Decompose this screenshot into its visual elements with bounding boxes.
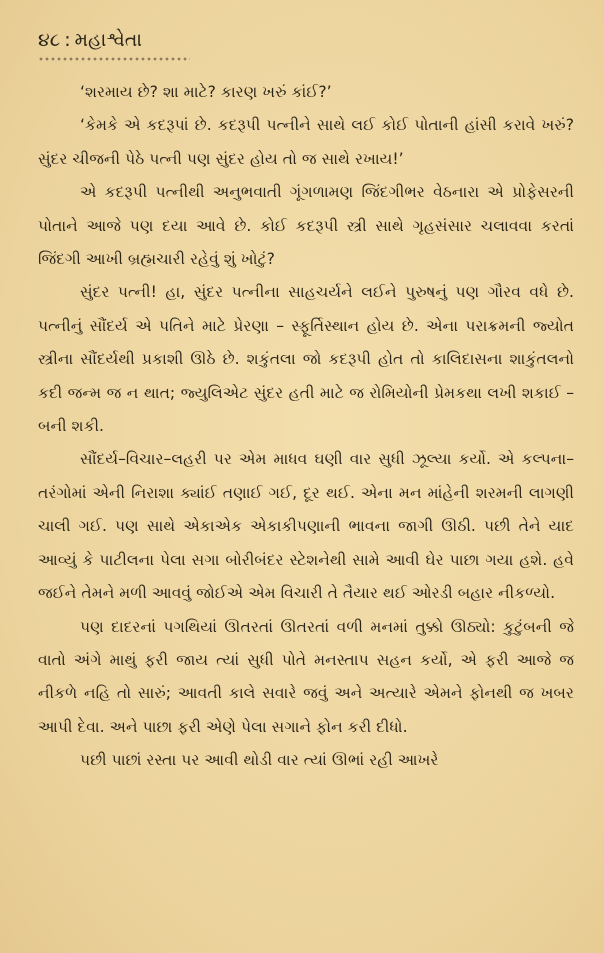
paragraph: પણ દાદરનાં પગથિયાં ઊતરતાં ઊતરતાં વળી મનમાં તુક્કો ઊઠ્યો: કુટુંબની જે વાતો અંગે માથું ફરી જાય ત્યાં સુધી પોતે મનસ્તાપ સહન કર્યો, એ ફરી આજે જ નીકળે નહિ તો સારું; આવતી કાલે સવારે જવું અને અત્યારે એમને ફોનથી જ ખબર આપી દેવા. અને પાછા ફરી એણે પેલા સગાને ફોન કરી દીધો.	[38, 617, 574, 736]
body-text	[38, 76, 574, 778]
book-title: મહાશ્વેતા	[74, 29, 142, 51]
page-header	[38, 28, 574, 52]
paragraph: ‘શરમાય છે? શા માટે? કારણ ખરું કાંઈ?’	[80, 83, 332, 101]
header-separator: :	[64, 29, 71, 51]
header-decorative-rule	[38, 56, 190, 62]
paragraph: સૌંદર્ય–વિચાર–લહરી પર એમ માધવ ઘણી વાર સુધી ઝૂલ્યા કર્યો. એ કલ્પના–તરંગોમાં એની નિરાશા ક્યાંઈ તણાઈ ગઈ, દૂર થઈ. એના મન માંહેની શરમની લાગણી ચાલી ગઈ. પણ સાથે એકાએક એકાકીપણાની ભાવના જાગી ઊઠી. પછી તેને યાદ આવ્યું કે પાટીલના પેલા સગા બોરીબંદર સ્ટેશનેથી સામે આવી ઘેર પાછા ગયા હશે. હવે જઈને તેમને મળી આવવું જોઈએ એમ વિચારી તે તૈયાર થઈ ઓરડી બહાર નીકળ્યો.	[38, 450, 574, 603]
paragraph: એ કદરૂપી પત્નીથી અનુભવાતી ગૂંગળામણ જિંદગીભર વેઠનારા એ પ્રોફેસરની પોતાને આજે પણ દયા આવે છે. કોઈ કદરૂપી સ્ત્રી સાથે ગૃહસંસાર ચલાવવા કરતાં જિંદગી આખી બ્રહ્મચારી રહેવું શું ખોટું?	[38, 183, 574, 269]
paragraph: પછી પાછાં રસ્તા પર આવી થોડી વાર ત્યાં ઊભાં રહી આખરે	[80, 751, 439, 770]
paragraph: સુંદર પત્ની! હા, સુંદર પત્નીના સાહચર્યને લઈને પુરુષનું પણ ગૌરવ વધે છે. પત્નીનું સૌંદર્ય એ પતિને માટે પ્રેરણા – સ્ફૂર્તિસ્થાન હોય છે. એના પરાક્રમની જ્યોત સ્ત્રીના સૌંદર્યથી પ્રકાશી ઊઠે છે. શકુંતલા જો કદરૂપી હોત તો કાલિદાસના શાકુંતલનો કદી જન્મ જ ન થાત; જ્યુલિએટ સુંદર હતી માટે જ રોમિયોની પ્રેમકથા લખી શકાઈ – બની શકી.	[38, 283, 574, 436]
paragraph: ‘કેમકે એ કદરૂપાં છે. કદરૂપી પત્નીને સાથે લઈ કોઈ પોતાની હાંસી કરાવે ખરું? સુંદર ચીજની પેઠે પત્ની પણ સુંદર હોય તો જ સાથે રખાય!’	[38, 116, 574, 168]
page-number: ૪૮	[38, 29, 61, 51]
